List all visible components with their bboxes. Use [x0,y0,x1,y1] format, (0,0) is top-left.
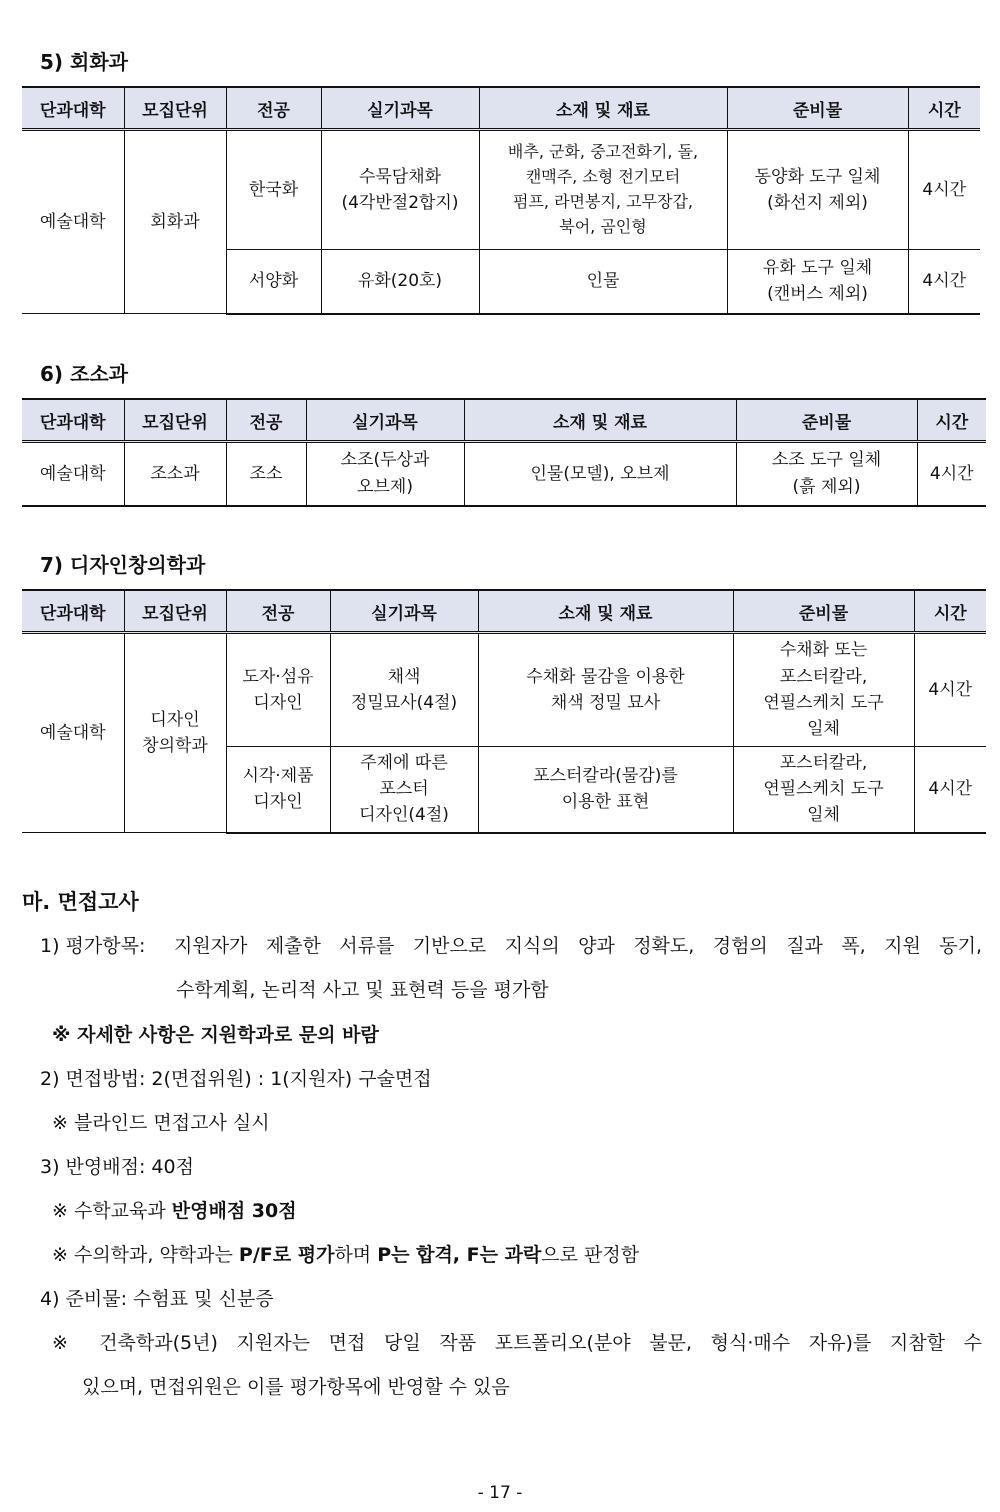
subject-cell: 수묵담채화 (4각반절2합지) [321,130,479,250]
material-cell: 포스터칼라(물감)를 이용한 표현 [478,747,733,833]
note-pf-part3: 하며 [334,1244,378,1266]
section-title-design: 7) 디자인창의학과 [40,553,206,577]
interview-method: 2) 면접방법: 2(면접위원) : 1(지원자) 구술면접 [40,1068,432,1090]
header-material: 소재 및 재료 [464,399,736,442]
note-pf-part1: ※ 수의학과, 약학과는 [52,1244,239,1266]
header-material: 소재 및 재료 [479,87,727,130]
note-math-prefix: ※ 수학교육과 [52,1200,172,1222]
score-weight: 3) 반영배점: 40점 [40,1156,194,1178]
prep-cell: 포스터칼라, 연필스케치 도구 일체 [733,747,914,833]
note-pass-fail [52,1240,639,1267]
prep-cell: 수채화 또는 포스터칼라, 연필스케치 도구 일체 [733,633,914,747]
header-major: 전공 [226,399,306,442]
material-cell: 인물(모델), 오브제 [464,442,736,506]
note-pf-part5: 으로 판정함 [541,1244,640,1266]
page-number: - 17 - [477,1483,523,1503]
note-contact-dept: ※ 자세한 사항은 지원학과로 문의 바람 [52,1024,379,1046]
header-material: 소재 및 재료 [478,590,733,633]
table-row [22,442,986,506]
note-math-score: 반영배점 30점 [171,1200,297,1222]
header-college: 단과대학 [22,87,124,130]
header-college: 단과대학 [22,590,124,633]
subject-cell: 소조(두상과 오브제) [306,442,464,506]
header-prep: 준비물 [736,399,917,442]
header-time: 시간 [914,590,986,633]
time-cell: 4시간 [914,747,986,833]
note-architecture-portfolio-cont: 있으며, 면접위원은 이를 평가항목에 반영할 수 있음 [82,1376,510,1398]
time-cell: 4시간 [917,442,986,506]
college-cell: 예술대학 [22,633,124,833]
unit-cell: 조소과 [124,442,226,506]
header-unit: 모집단위 [124,590,226,633]
header-prep: 준비물 [733,590,914,633]
header-unit: 모집단위 [124,87,226,130]
header-major: 전공 [226,590,330,633]
unit-cell: 회화과 [124,130,226,314]
note-pf-part4: P는 합격, F는 과락 [377,1244,542,1266]
major-cell: 도자·섬유 디자인 [226,633,330,747]
major-cell: 조소 [226,442,306,506]
required-items: 4) 준비물: 수험표 및 신분증 [40,1288,274,1310]
note-math-education [52,1196,297,1223]
eval-items-text-cont: 수학계획, 논리적 사고 및 표현력 등을 평가함 [176,979,549,1001]
table-header-row [22,87,980,130]
header-major: 전공 [226,87,321,130]
header-time: 시간 [917,399,986,442]
major-cell: 서양화 [226,250,321,314]
header-subject: 실기과목 [321,87,479,130]
subject-cell: 채색 정밀묘사(4절) [330,633,478,747]
interview-heading: 마. 면접고사 [22,890,139,914]
time-cell: 4시간 [908,130,980,250]
material-cell: 수채화 물감을 이용한 채색 정밀 묘사 [478,633,733,747]
header-subject: 실기과목 [330,590,478,633]
header-prep: 준비물 [727,87,908,130]
eval-items-text: 지원자가 제출한 서류를 기반으로 지식의 양과 정확도, 경험의 질과 폭, 지원 동기, [174,935,982,957]
subject-cell: 유화(20호) [321,250,479,314]
table-header-row [22,590,986,633]
painting-exam-table [22,86,980,315]
prep-cell: 유화 도구 일체 (캔버스 제외) [727,250,908,314]
header-time: 시간 [908,87,980,130]
section-title-painting: 5) 회화과 [40,50,128,74]
header-subject: 실기과목 [306,399,464,442]
time-cell: 4시간 [914,633,986,747]
note-pf-part2: P/F로 평가 [238,1244,335,1266]
section-title-sculpture: 6) 조소과 [40,362,128,386]
subject-cell: 주제에 따른 포스터 디자인(4절) [330,747,478,833]
table-row [22,130,980,250]
material-cell: 배추, 군화, 중고전화기, 돌, 캔맥주, 소형 전기모터 펌프, 라면봉지, 고무장갑, 북어, 곰인형 [479,130,727,250]
header-college: 단과대학 [22,399,124,442]
material-cell: 인물 [479,250,727,314]
major-cell: 한국화 [226,130,321,250]
prep-cell: 동양화 도구 일체 (화선지 제외) [727,130,908,250]
design-exam-table [22,589,986,834]
note-blind-interview: ※ 블라인드 면접고사 실시 [52,1112,270,1134]
prep-cell: 소조 도구 일체 (흙 제외) [736,442,917,506]
sculpture-exam-table [22,398,986,507]
header-unit: 모집단위 [124,399,226,442]
note-architecture-portfolio: ※ 건축학과(5년) 지원자는 면접 당일 작품 포트폴리오(분야 불문, 형식·매수 자유)를 지참할 수 [52,1332,982,1354]
table-row [22,633,986,747]
unit-cell: 디자인 창의학과 [124,633,226,833]
table-header-row [22,399,986,442]
eval-items-label: 1) 평가항목: [40,935,146,957]
time-cell: 4시간 [908,250,980,314]
college-cell: 예술대학 [22,130,124,314]
major-cell: 시각·제품 디자인 [226,747,330,833]
college-cell: 예술대학 [22,442,124,506]
